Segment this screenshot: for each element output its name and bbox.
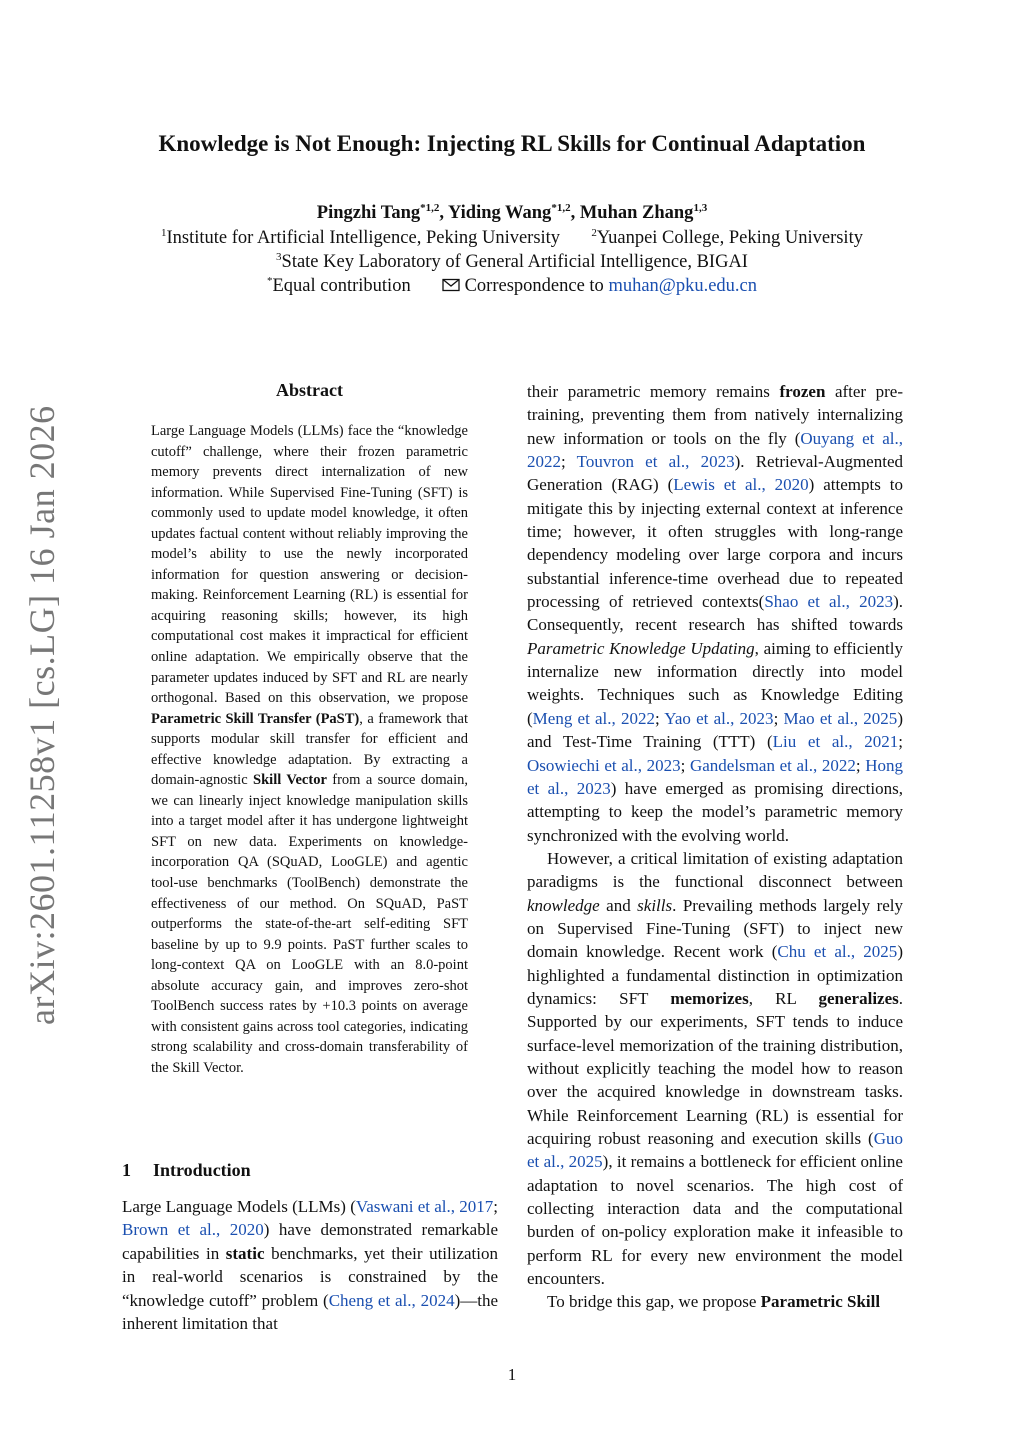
right-column-text [527,380,903,1314]
section-heading-introduction [122,1160,251,1181]
citation-link[interactable]: Guo et al., 2025 [527,1129,903,1172]
citation-link[interactable]: Vaswani et al., 2017 [355,1197,494,1216]
affil-marker: 3 [276,250,282,263]
citation-link[interactable]: Meng et al., 2022 [532,708,655,728]
author-name: Yiding Wang [447,203,552,223]
equal-contribution-note: Equal contribution [272,276,411,296]
author-list: Pingzhi Tang$^{*1,2}$, Yiding Wang$^{*1,2}$, Muhan Zhang$^{1,3}$ [316,201,708,223]
author-name: Muhan Zhang [579,203,694,223]
abstract-heading: Abstract [276,380,343,400]
arxiv-sidebar-stamp: arXiv:2601.11258v1 [cs.LG] 16 Jan 2026 [22,405,62,1025]
affiliation-2: Yuanpei College, Peking University [596,228,863,248]
body-paragraph: their parametric memory remains frozen after pre-training, preventing them from natively internalizing new information or tools on the fly (Ouyang et al., 2022; Touvron et al., 2023). Retrieval-Augmented Generation (RAG) (Lewis et al., 2020) attempts to mitigate this by injecting external context at inference time; however, it often struggles with long-range dependency modeling over large corpora and incurs substantial inference-time overhead due to repeated processing of retrieved contexts(Shao et al., 2023). Consequently, recent research has shifted towards Parametric Knowledge Updating, aiming to efficiently internalize new information directly into model weights. Techniques such as Knowledge Editing (Meng et al., 2022; Yao et al., 2023; Mao et al., 2025) and Test-Time Training (TTT) (Liu et al., 2021; Osowiechi et al., 2023; Gandelsman et al., 2022; Hong et al., 2023) have emerged as promising directions, attempting to keep the model’s parametric memory synchronized with the evolving world. [527,382,904,845]
correspondence-email-link[interactable]: muhan@pku.edu.cn [608,276,757,296]
citation-link[interactable]: Cheng et al., 2024 [328,1290,455,1310]
citation-link[interactable]: Hong et al., 2023 [527,755,904,798]
abstract-text: Large Language Models (LLMs) face the “knowledge cutoff” challenge, where their frozen parametric memory prevents direct internalization of new information. While Supervised Fine-Tuning (SFT) is commonly used to update model knowledge, it often updates factual content without reliably improving the model’s ability to use the newly incorporated information for question answering or decision-making. Reinforcement Learning (RL) is essential for acquiring reasoning skills; however, its high computational cost makes it impractical for efficient online adaptation. We empirically observe that the parameter updates induced by SFT and RL are nearly orthogonal. Based on this observation, we propose Parametric Skill Transfer (PaST), a framework that supports modular skill transfer for efficient and effective knowledge adaptation. By extracting a domain-agnostic Skill Vector from a source domain, we can linearly inject knowledge manipulation skills into a target model after it has undergone lightweight SFT on new data. Experiments on knowledge-incorporation QA (SQuAD, LooGLE) and agentic tool-use benchmarks (ToolBench) demonstrate the effectiveness of our method. On SQuAD, PaST outperforms the state-of-the-art self-editing SFT baseline by up to 9.9 points. PaST further scales to long-context QA on LooGLE with an 8.0-point absolute accuracy gain, and improves zero-shot ToolBench success rates by +10.3 points on average with consistent gains across tool categories, indicating strong scalability and cross-domain transferability of the Skill Vector. [151,423,468,1076]
author-affil-marker: *1,2 [551,201,571,214]
author-affil-marker: 1,3 [693,201,708,214]
citation-link[interactable]: Yao et al., 2023 [664,708,774,728]
affiliation-1: Institute for Artificial Intelligence, Peking University [166,228,561,248]
affiliation-3: State Key Laboratory of General Artificial Intelligence, BIGAI [281,252,748,272]
affiliation-line [0,228,1024,249]
citation-link[interactable]: Touvron et al., 2023 [576,452,735,472]
affiliation-line [0,252,1024,273]
paper-title: Knowledge is Not Enough: Injecting RL Skills for Continual Adaptation [158,131,866,156]
equal-marker: * [266,274,273,287]
author-name: Pingzhi Tang [316,203,421,223]
citation-link[interactable]: Lewis et al., 2020 [673,475,809,495]
page-number: 1 [507,1365,517,1384]
contribution-line [0,276,1024,297]
body-paragraph: However, a critical limitation of existing adaptation paradigms is the functional disconnect between knowledge and skills. Prevailing methods largely rely on Supervised Fine-Tuning (SFT) to inject new domain knowledge. Recent work (Chu et al., 2025) highlighted a fundamental distinction in optimization dynamics: SFT memorizes, RL generalizes. Supported by our experiments, SFT tends to induce surface-level memorization of the training distribution, without explicitly teaching the model how to reason over the acquired knowledge in downstream tasks. While Reinforcement Learning (RL) is essential for acquiring robust reasoning and execution skills (Guo et al., 2025), it remains a bottleneck for efficient online adaptation to novel scenarios. The high cost of collecting interaction data and the computational burden of on-policy exploration make it infeasible to perform RL for every new environment the model encounters. [527,848,904,1289]
body-paragraph: To bridge this gap, we propose Parametric Skill [547,1292,881,1312]
citation-link[interactable]: Osowiechi et al., 2023 [527,755,681,775]
citation-link[interactable]: Gandelsman et al., 2022 [689,755,856,775]
correspondence-label: Correspondence to [464,276,604,296]
method-name: Parametric Skill Transfer (PaST) [151,710,360,727]
citation-link[interactable]: Liu et al., 2021 [772,732,899,752]
envelope-icon [442,278,460,292]
citation-link[interactable]: Shao et al., 2023 [764,592,894,612]
section-number: 1 [122,1160,131,1180]
citation-link[interactable]: Chu et al., 2025 [777,942,898,962]
skill-vector-term: Skill Vector [253,772,327,789]
affil-marker: 1 [161,226,167,239]
citation-link[interactable]: Ouyang et al., 2022 [527,428,903,472]
author-affil-marker: *1,2 [420,201,440,214]
citation-link[interactable]: Mao et al., 2025 [783,708,898,728]
introduction-paragraph: Large Language Models (LLMs) (Vaswani et al., 2017; Brown et al., 2020) have demonstrated remarkable capabilities in static benchmarks, yet their utilization in real-world scenarios is constrained by the “knowledge cutoff” problem (Cheng et al., 2024)—the inherent limitation that [122,1197,499,1334]
affil-marker: 2 [591,226,597,239]
section-title: Introduction [153,1160,251,1180]
citation-link[interactable]: Brown et al., 2020 [122,1220,264,1240]
